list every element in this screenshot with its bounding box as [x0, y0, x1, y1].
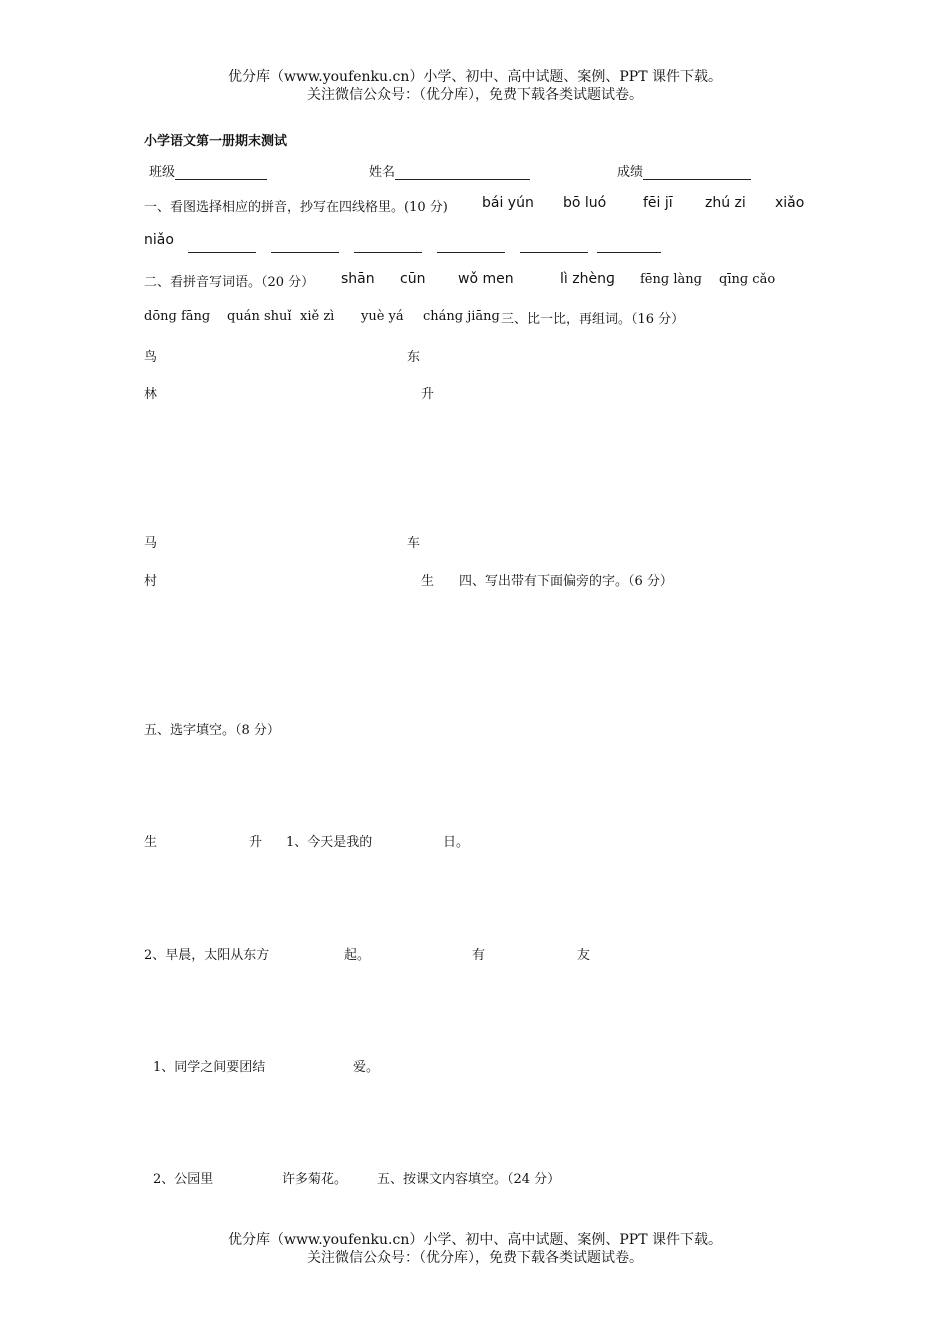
choice-char-3: 有: [472, 948, 486, 963]
compare-char-2: 东: [407, 350, 421, 365]
s2-pinyin-2: cūn: [400, 271, 426, 287]
s1-pinyin-4: zhú zi: [705, 195, 746, 211]
compare-char-7: 村: [144, 574, 158, 589]
s1-answer-blanks: [188, 234, 661, 253]
s2-pinyin-7: dōnɡ fānɡ: [144, 309, 211, 324]
section2-heading: 二、看拼音写词语。（20 分）: [144, 275, 315, 290]
s2-pinyin-1: shān: [341, 271, 375, 287]
section4-heading: 四、写出带有下面偏旁的字。（6 分）: [459, 574, 673, 589]
section3-heading: 三、比一比，再组词。（16 分）: [501, 312, 685, 327]
answer-blank[interactable]: [520, 238, 588, 253]
score-field[interactable]: [617, 161, 751, 180]
fill-question-4-end: 许多菊花。: [282, 1172, 348, 1187]
score-blank[interactable]: [643, 165, 751, 180]
class-field[interactable]: [149, 161, 267, 180]
s1-pinyin-2: bō luó: [563, 195, 607, 211]
answer-blank[interactable]: [188, 238, 256, 253]
s2-pinyin-4: lì zhènɡ: [560, 271, 615, 287]
s1-pinyin-6: niǎo: [144, 232, 174, 248]
fill-question-1-text: 1、今天是我的: [286, 835, 373, 850]
answer-blank[interactable]: [437, 238, 505, 253]
compare-char-1: 鸟: [144, 350, 158, 365]
fill-question-3-text: 1、同学之间要团结: [153, 1060, 266, 1075]
s2-pinyin-9: xiě zì: [300, 309, 335, 324]
section6-heading: 五、按课文内容填空。（24 分）: [377, 1172, 561, 1187]
choice-char-1: 生: [144, 835, 158, 850]
name-label: 姓名: [369, 165, 396, 180]
page-header-line1: 优分库（www.youfenku.cn）小学、初中、高中试题、案例、PPT 课件下载。: [227, 69, 722, 85]
s1-pinyin-1: bái yún: [482, 195, 534, 211]
class-blank[interactable]: [175, 165, 267, 180]
s1-pinyin-5: xiǎo: [775, 195, 805, 211]
compare-char-5: 马: [144, 536, 158, 551]
compare-char-6: 车: [407, 536, 421, 551]
page-footer-line2: 关注微信公众号：（优分库），免费下载各类试题试卷。: [307, 1250, 643, 1266]
exam-title: 小学语文第一册期末测试: [144, 134, 288, 149]
choice-char-2: 升: [249, 835, 263, 850]
fill-question-2-text: 2、早晨，太阳从东方: [144, 948, 270, 963]
fill-question-1-end: 日。: [443, 835, 470, 850]
s1-pinyin-3: fēi jī: [643, 195, 673, 211]
section1-heading: 一、看图选择相应的拼音，抄写在四线格里。(10 分): [144, 200, 448, 215]
name-blank[interactable]: [395, 165, 530, 180]
s2-pinyin-11: chánɡ jiānɡ: [423, 309, 500, 324]
answer-blank[interactable]: [271, 238, 339, 253]
page-header-line2: 关注微信公众号：（优分库），免费下载各类试题试卷。: [307, 87, 643, 103]
fill-question-2-end: 起。: [344, 948, 371, 963]
compare-char-4: 升: [421, 387, 435, 402]
score-label: 成绩: [617, 165, 644, 180]
answer-blank[interactable]: [597, 238, 661, 253]
compare-char-8: 生: [421, 574, 435, 589]
page-footer-line1: 优分库（www.youfenku.cn）小学、初中、高中试题、案例、PPT 课件下载。: [227, 1232, 722, 1248]
answer-blank[interactable]: [354, 238, 422, 253]
s2-pinyin-10: yuè yá: [361, 309, 404, 324]
choice-char-4: 友: [577, 948, 591, 963]
class-label: 班级: [149, 165, 176, 180]
s2-pinyin-8: quán shuǐ: [227, 309, 292, 324]
name-field[interactable]: [369, 161, 530, 180]
s2-pinyin-5: fēnɡ lànɡ: [640, 272, 702, 287]
compare-char-3: 林: [144, 387, 158, 402]
s2-pinyin-6: qīnɡ cǎo: [719, 272, 776, 287]
fill-question-4-text: 2、公园里: [153, 1172, 214, 1187]
fill-question-3-end: 爱。: [353, 1060, 380, 1075]
s2-pinyin-3: wǒ men: [458, 271, 514, 287]
section5-heading: 五、选字填空。（8 分）: [144, 723, 280, 738]
